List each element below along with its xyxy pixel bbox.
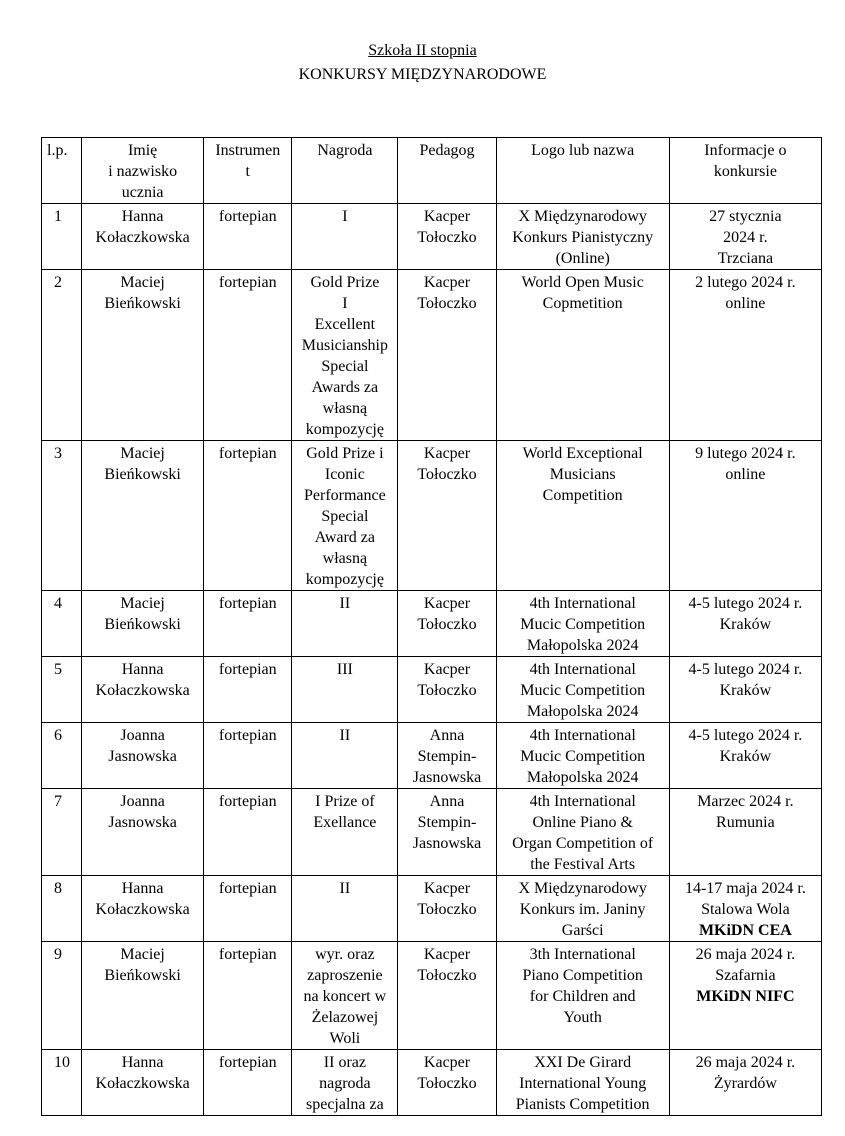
table-header-row [42,138,822,204]
cell-line: Maciej [120,445,165,462]
cell-line: Kołaczkowska [95,1075,190,1092]
cell-line: na koncert w [303,988,387,1005]
cell-line: Pianists Competition [515,1096,650,1113]
lp-cell: 10 [42,1050,82,1116]
cell-line: Tołoczko [417,466,477,483]
lp-cell: 2 [42,270,82,441]
teacher-header [398,138,496,204]
cell-line: Anna [429,727,465,744]
header-line: Nagroda [317,142,373,159]
cell-line: Rumunia [716,814,775,831]
cell-line: Copmetition [542,295,623,312]
student-name-cell [82,723,204,789]
cell-line: Joanna [120,793,165,810]
cell-line: III [336,661,353,678]
competition-info-cell [669,441,821,591]
cell-line: Tołoczko [417,295,477,312]
instrument-cell [204,723,292,789]
cell-line: Kołaczkowska [95,682,190,699]
cell-line: Szafarnia [715,967,776,984]
cell-line: Gold Prize i [306,445,384,462]
cell-line: Piano Competition [522,967,643,984]
prize-cell [292,591,398,657]
header-line: Imię [127,142,158,159]
cell-line: Jasnowska [108,748,177,765]
competition-name-cell [496,723,669,789]
cell-line: Special [321,358,369,375]
student-name-cell [82,789,204,876]
cell-line: X Międzynarodowy [518,208,647,225]
competition-name-cell [496,789,669,876]
cell-line: Bieńkowski [104,295,181,312]
student-name-cell [82,876,204,942]
lp-cell: 5 [42,657,82,723]
cell-line: Musicianship [301,337,388,354]
cell-line: wyr. oraz [315,946,375,963]
competition-name-cell [496,591,669,657]
cell-line: Special [321,508,369,525]
header-line: ucznia [121,184,164,201]
teacher-cell [398,789,496,876]
lp-cell: 7 [42,789,82,876]
cell-line: Mucic Competition [520,682,646,699]
cell-line: Exellance [313,814,377,831]
table-row [42,441,822,591]
teacher-cell [398,942,496,1050]
competition-info-cell [669,270,821,441]
cell-line: Gold Prize [310,274,380,291]
cell-line: Awards za [311,379,379,396]
cell-line: 26 maja 2024 r. [695,946,796,963]
cell-line: Iconic [324,466,365,483]
cell-line: kompozycję [305,421,384,438]
teacher-cell [398,723,496,789]
cell-line: fortepian [218,661,277,678]
cell-line: Hanna [121,661,164,678]
cell-line: Mucic Competition [520,616,646,633]
instrument-cell [204,270,292,441]
student-name-cell [82,441,204,591]
competition-name-cell [496,942,669,1050]
cell-line: Garści [561,922,604,939]
cell-line: Joanna [120,727,165,744]
table-row [42,723,822,789]
cell-line: 4th International [529,727,636,744]
prize-cell [292,204,398,270]
cell-line: 4th International [529,595,636,612]
cell-line: 4th International [529,793,636,810]
cell-line: kompozycję [305,571,384,588]
cell-line: Kraków [719,748,772,765]
table-row [42,1050,822,1116]
cell-line: I [342,295,348,312]
cell-line: I [342,208,348,225]
cell-line: fortepian [218,880,277,897]
cell-line: 14-17 maja 2024 r. [684,880,806,897]
competition-name-cell [496,270,669,441]
cell-line: Online Piano & [532,814,633,831]
competitions-table [41,137,822,1116]
cell-line: 2 lutego 2024 r. [695,274,796,291]
cell-line: International Young [519,1075,647,1092]
cell-line: fortepian [218,1054,277,1071]
header-line: Informacje o [704,142,787,159]
cell-line: 2024 r. [723,229,768,246]
student-name-cell [82,591,204,657]
cell-line: (Online) [555,250,610,267]
cell-line: Mucic Competition [520,748,646,765]
cell-line: 9 lutego 2024 r. [695,445,796,462]
prize-cell [292,1050,398,1116]
instrument-cell [204,942,292,1050]
cell-line: Marzec 2024 r. [697,793,794,810]
instrument-cell [204,657,292,723]
teacher-cell [398,441,496,591]
cell-line: fortepian [218,946,277,963]
instrument-cell [204,591,292,657]
prize-cell [292,876,398,942]
competition-info-cell [669,1050,821,1116]
header-line: Pedagog [419,142,475,159]
table-row [42,657,822,723]
cell-line: Kacper [423,1054,471,1071]
competition-name-cell [496,657,669,723]
competition-info-cell [669,204,821,270]
lp-cell: 8 [42,876,82,942]
cell-line: II oraz [323,1054,366,1071]
cell-line: fortepian [218,208,277,225]
instrument-cell [204,204,292,270]
cell-line: Kacper [423,445,471,462]
header-line: l.p. [47,142,68,159]
ministry-label: MKiDN CEA [698,922,792,939]
cell-line: Stempin- [417,814,477,831]
cell-line: Excellent [314,316,376,333]
cell-line: Kacper [423,880,471,897]
cell-line: Małopolska 2024 [526,637,639,654]
cell-line: specjalna za [306,1096,384,1113]
table-row [42,270,822,441]
cell-line: Konkurs Pianistyczny [512,229,654,246]
cell-line: Hanna [121,208,164,225]
cell-line: Award za [314,529,376,546]
instrument-cell [204,441,292,591]
cell-line: Kołaczkowska [95,901,190,918]
instrument-cell [204,876,292,942]
school-level-heading: Szkoła II stopnia [368,42,477,59]
prize-cell [292,270,398,441]
cell-line: Hanna [121,1054,164,1071]
cell-line: Tołoczko [417,1075,477,1092]
cell-line: Bieńkowski [104,466,181,483]
cell-line: Competition [542,487,623,504]
cell-line: 27 stycznia [709,208,782,225]
table-row [42,789,822,876]
instrument-cell [204,789,292,876]
cell-line: 26 maja 2024 r. [695,1054,796,1071]
cell-line: Jasnowska [108,814,177,831]
lp-cell: 9 [42,942,82,1050]
cell-line: fortepian [218,727,277,744]
competition-info-cell [669,789,821,876]
competition-name-cell [496,204,669,270]
cell-line: Jasnowska [412,835,482,852]
cell-line: zaproszenie [307,967,383,984]
cell-line: fortepian [218,274,277,291]
competition-info-cell [669,876,821,942]
student-name-cell [82,1050,204,1116]
cell-line: XXI De Girard [534,1054,632,1071]
cell-line: Performance [304,487,386,504]
lp-cell: 4 [42,591,82,657]
competition-info-cell [669,723,821,789]
prize-cell [292,789,398,876]
lp-cell: 3 [42,441,82,591]
cell-line: Tołoczko [417,616,477,633]
cell-line: Kacper [423,274,471,291]
cell-line: Bieńkowski [104,616,181,633]
prize-cell [292,723,398,789]
student-name-cell [82,942,204,1050]
cell-line: Organ Competition of [512,835,654,852]
cell-line: Musicians [549,466,616,483]
student-name-cell [82,270,204,441]
competition-name-header [496,138,669,204]
header-line: t [245,163,250,180]
cell-line: online [725,295,766,312]
student-name-cell [82,657,204,723]
cell-line: 4-5 lutego 2024 r. [688,727,803,744]
cell-line: Kraków [719,616,772,633]
cell-line: II [339,880,351,897]
cell-line: World Open Music [521,274,644,291]
cell-line: Konkurs im. Janiny [519,901,646,918]
student-name-header [82,138,204,204]
lp-cell: 6 [42,723,82,789]
competition-name-cell [496,1050,669,1116]
competition-name-cell [496,441,669,591]
cell-line: Kacper [423,946,471,963]
teacher-cell [398,270,496,441]
teacher-cell [398,876,496,942]
cell-line: Małopolska 2024 [526,769,639,786]
cell-line: Kacper [423,661,471,678]
cell-line: Maciej [120,274,165,291]
cell-line: 3th International [529,946,636,963]
cell-line: Hanna [121,880,164,897]
prize-header [292,138,398,204]
cell-line: 4th International [529,661,636,678]
lp-cell: 1 [42,204,82,270]
cell-line: for Children and [529,988,636,1005]
cell-line: Kraków [719,682,772,699]
cell-line: Kacper [423,595,471,612]
document-title: KONKURSY MIĘDZYNARODOWE [298,66,547,83]
cell-line: II [339,727,351,744]
competition-info-cell [669,942,821,1050]
header-line: i nazwisko [108,163,178,180]
teacher-cell [398,1050,496,1116]
competition-info-cell [669,657,821,723]
cell-line: I Prize of [315,793,375,810]
instrument-header [204,138,292,204]
cell-line: fortepian [218,595,277,612]
cell-line: Jasnowska [412,769,482,786]
cell-line: Maciej [120,595,165,612]
cell-line: Youth [563,1009,602,1026]
cell-line: Żelazowej [311,1009,379,1026]
cell-line: online [725,466,766,483]
cell-line: Kołaczkowska [95,229,190,246]
cell-line: Żyrardów [713,1075,777,1092]
cell-line: Trzciana [717,250,774,267]
cell-line: World Exceptional [522,445,643,462]
cell-line: własną [322,550,368,567]
cell-line: Małopolska 2024 [526,703,639,720]
cell-line: 4-5 lutego 2024 r. [688,661,803,678]
competition-info-header [669,138,821,204]
table-row [42,942,822,1050]
teacher-cell [398,591,496,657]
cell-line: X Międzynarodowy [518,880,647,897]
cell-line: Tołoczko [417,682,477,699]
cell-line: fortepian [218,793,277,810]
lp-header [42,138,82,204]
header-line: konkursie [713,163,777,180]
ministry-label: MKiDN NIFC [696,988,795,1005]
header-line: Instrumen [215,142,281,159]
table-row [42,591,822,657]
cell-line: Tołoczko [417,967,477,984]
cell-line: Stempin- [417,748,477,765]
cell-line: Bieńkowski [104,967,181,984]
cell-line: Maciej [120,946,165,963]
cell-line: the Festival Arts [530,856,636,873]
instrument-cell [204,1050,292,1116]
cell-line: fortepian [218,445,277,462]
competition-info-cell [669,591,821,657]
cell-line: II [339,595,351,612]
cell-line: Tołoczko [417,229,477,246]
teacher-cell [398,204,496,270]
header-line: Logo lub nazwa [531,142,635,159]
cell-line: Stalowa Wola [701,901,790,918]
table-row [42,876,822,942]
cell-line: własną [322,400,368,417]
student-name-cell [82,204,204,270]
cell-line: Tołoczko [417,901,477,918]
cell-line: Kacper [423,208,471,225]
cell-line: Anna [429,793,465,810]
cell-line: Woli [329,1030,361,1047]
teacher-cell [398,657,496,723]
prize-cell [292,942,398,1050]
cell-line: 4-5 lutego 2024 r. [688,595,803,612]
table-row [42,204,822,270]
prize-cell [292,657,398,723]
cell-line: nagroda [319,1075,371,1092]
prize-cell [292,441,398,591]
competition-name-cell [496,876,669,942]
